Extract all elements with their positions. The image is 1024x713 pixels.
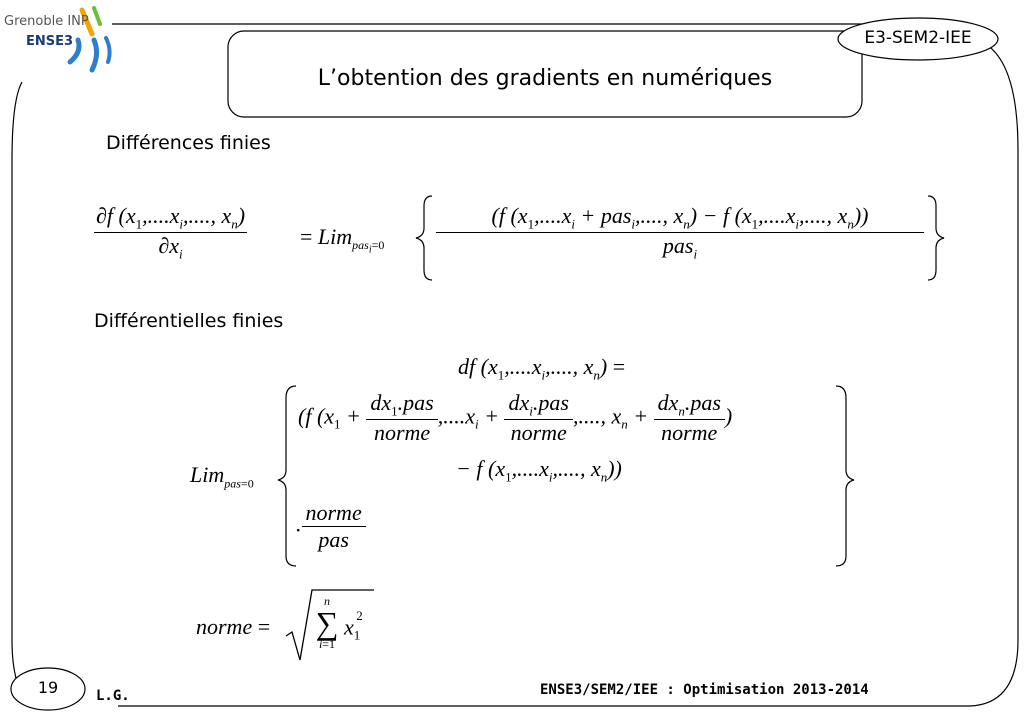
eq1-right-brace bbox=[928, 196, 944, 280]
eq1-rhs: $\frac{(f (x_1,....x_i + pas_i,...., x_n) - f (x_1,....x_i,...., x_n))}{pas_i}$ bbox=[436, 203, 924, 263]
course-tag: E3-SEM2-IEE bbox=[864, 28, 972, 48]
footer-course-info: ENSE3/SEM2/IEE : Optimisation 2013-2014 bbox=[540, 682, 869, 698]
eq2-left-brace bbox=[278, 386, 296, 566]
eq1-left-brace bbox=[416, 196, 432, 280]
eq2-lim: Lim$_{pas=0}$ bbox=[190, 462, 254, 491]
eq3-term: $x_1^2$ bbox=[344, 608, 363, 643]
logo-brand: Grenoble INP bbox=[4, 14, 89, 29]
eq1-operator: = Lim$_{pas_i=0}$ bbox=[300, 224, 385, 256]
eq3-sum: n ∑ i=1 bbox=[315, 594, 339, 651]
footer-author: L.G. bbox=[96, 688, 130, 704]
eq2-lhs: df ($x_1,....x_i$,...., $x_n$) = bbox=[458, 354, 626, 383]
logo-school: ENSE3 bbox=[26, 34, 74, 49]
eq2-line3: . $\frac{\text{norme}}{\text{pas}}$ bbox=[296, 500, 366, 553]
eq3-lhs: norme = bbox=[196, 614, 271, 639]
page-number: 19 bbox=[37, 678, 59, 697]
eq2-right-brace bbox=[836, 386, 854, 566]
eq2-line2: − f ($x_1,....x_i$,...., $x_n$)) bbox=[456, 456, 622, 485]
section-finite-differentials: Différentielles finies bbox=[94, 310, 284, 332]
eq2-line1: (f ($x_1$ + $\frac{dx_1.pas}{\text{norme}}$ $,....x_i$ + $\frac{dx_i.pas}{\text{norme}}$ ,...., $x_n$ + $\frac{dx_n.pas}{\text{norme}}$ ) bbox=[298, 390, 733, 446]
eq1-lhs: $\frac{\partial f (x_1,....x_i,...., x_n)}{\partial x_i}$ bbox=[96, 203, 246, 262]
slide-title: L’obtention des gradients en numériques bbox=[317, 66, 773, 91]
section-finite-differences: Différences finies bbox=[106, 132, 271, 154]
